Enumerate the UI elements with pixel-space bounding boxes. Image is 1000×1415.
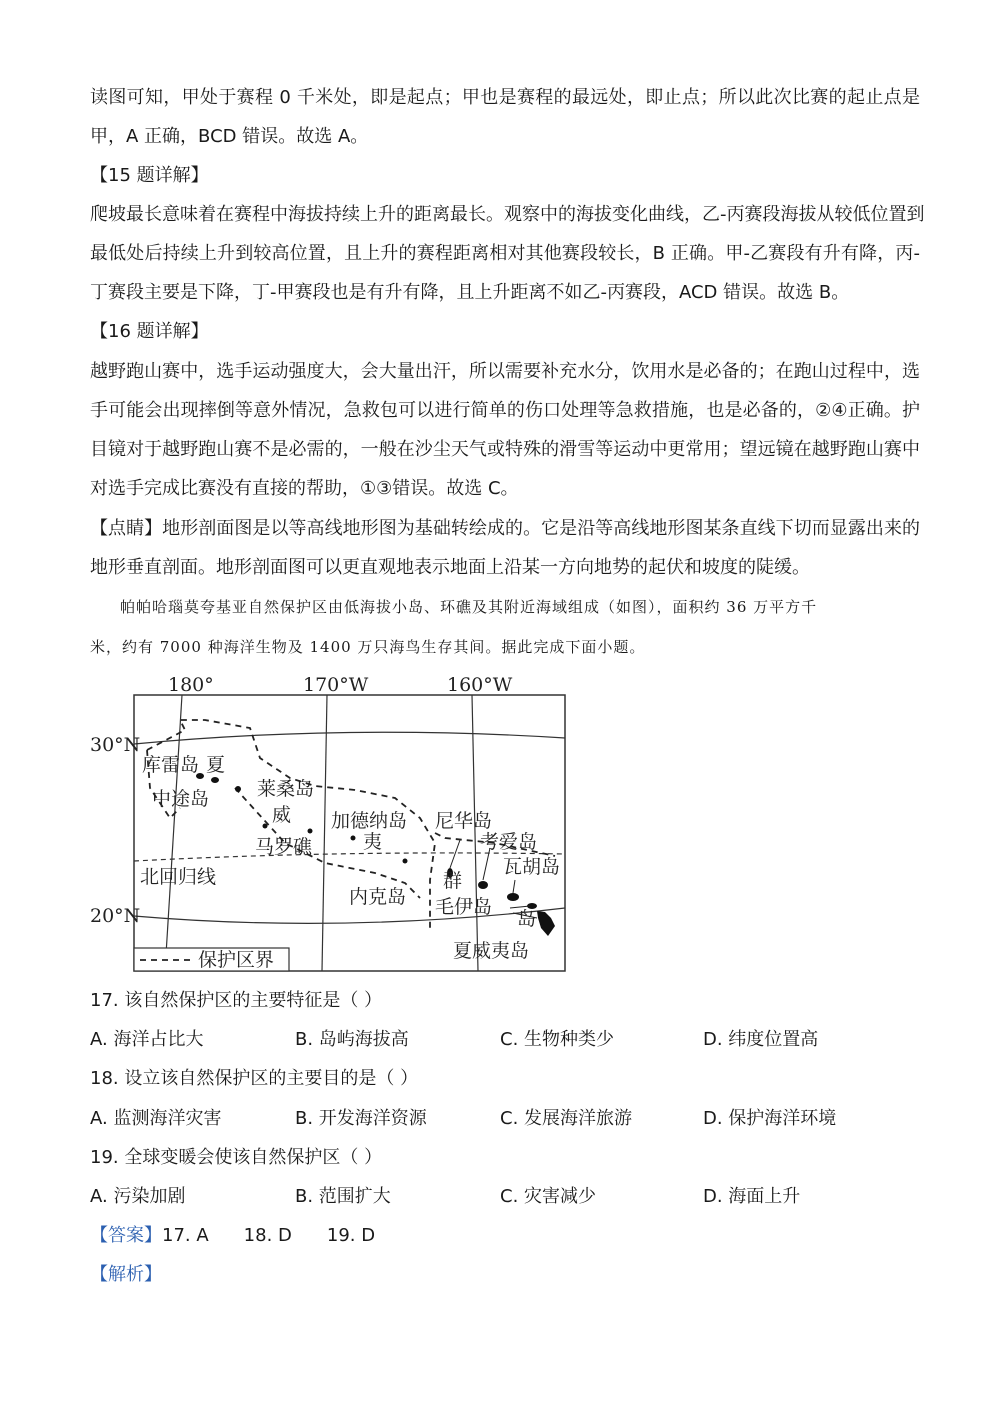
q18-option-c[interactable]: C. 发展海洋旅游 <box>500 1108 633 1129</box>
answer-row <box>90 1224 375 1248</box>
lon-label-160w: 160°W <box>447 674 513 696</box>
paragraph-line: 爬坡最长意味着在赛程中海拔持续上升的距离最长。观察中的海拔变化曲线，乙-丙赛段海拔从较低位置到 <box>90 204 925 225</box>
island-laysan <box>263 824 268 829</box>
leader-niihau <box>450 840 460 868</box>
question-19-stem: 19. 全球变暖会使该自然保护区（ ） <box>90 1147 383 1168</box>
q19-option-b[interactable]: B. 范围扩大 <box>295 1186 391 1207</box>
parallel-30n <box>134 732 565 744</box>
label-laysan: 莱桑岛 <box>257 778 315 800</box>
q19-option-c[interactable]: C. 灾害减少 <box>500 1186 597 1207</box>
lat-label-20n: 20°N <box>90 905 141 927</box>
answer-19: 19. D <box>326 1225 376 1246</box>
label-yi: 夷 <box>363 831 383 853</box>
lon-label-170w: 170°W <box>303 674 369 696</box>
answer-18: 18. D <box>243 1225 292 1246</box>
paragraph-line: 地形垂直剖面。地形剖面图可以更直观地表示地面上沿某一方向地势的起伏和坡度的陡缓。 <box>90 557 810 578</box>
dianjing-paragraph: 【点睛】地形剖面图是以等高线地形图为基础转绘成的。它是沿等高线地形图某条直线下切而显露出来的 <box>90 518 920 539</box>
paragraph-line: 目镜对于越野跑山赛不是必需的，一般在沙尘天气或特殊的滑雪等运动中更常用；望远镜在越野跑山赛中 <box>90 439 920 460</box>
island-kauai <box>478 881 488 889</box>
label-kauai: 考爱岛 <box>480 831 538 853</box>
label-oahu: 瓦胡岛 <box>503 856 561 878</box>
q18-option-a[interactable]: A. 监测海洋灾害 <box>90 1108 222 1129</box>
lat-label-30n: 30°N <box>90 734 141 756</box>
paragraph-line: 最低处后持续上升到较高位置，且上升的赛程距离相对其他赛段较长，B 正确。甲-乙赛段有升有降，丙- <box>90 243 920 264</box>
island-pearl <box>235 786 241 792</box>
paragraph-line: 手可能会出现摔倒等意外情况，急救包可以进行简单的伤口处理等急救措施，也是必备的，②④正确。护 <box>90 400 920 421</box>
label-xia: 夏 <box>206 754 226 776</box>
label-gardner: 加德纳岛 <box>331 810 408 832</box>
section-heading-16: 【16 题详解】 <box>90 321 209 342</box>
answer-17: 17. A <box>162 1225 209 1246</box>
label-midway: 中途岛 <box>152 788 210 810</box>
paragraph-line: 越野跑山赛中，选手运动强度大，会大量出汗，所以需要补充水分，饮用水是必备的；在跑山过程中，选 <box>90 361 920 382</box>
island-necker <box>403 859 408 864</box>
island-gardner <box>351 836 356 841</box>
label-tropic: 北回归线 <box>140 866 217 888</box>
q17-option-d[interactable]: D. 纬度位置高 <box>703 1029 819 1050</box>
q19-option-a[interactable]: A. 污染加剧 <box>90 1186 186 1207</box>
meridian-170w <box>322 695 327 971</box>
leader-oahu <box>513 880 515 893</box>
reserve-map <box>85 668 585 978</box>
meridian-180 <box>165 695 182 971</box>
label-qun: 群 <box>443 870 463 892</box>
q19-option-d[interactable]: D. 海面上升 <box>703 1186 801 1207</box>
answer-label: 【答案】 <box>90 1225 162 1246</box>
intro-line: 米，约有 7000 种海洋生物及 1400 万只海鸟生存其间。据此完成下面小题。 <box>90 638 646 656</box>
paragraph-line: 丁赛段主要是下降，丁-甲赛段也是有升有降，且上升距离不如乙-丙赛段，ACD 错误。故选 B。 <box>90 282 850 303</box>
label-maro: 马罗礁 <box>255 836 313 858</box>
island-maro <box>308 829 313 834</box>
q18-option-b[interactable]: B. 开发海洋资源 <box>295 1108 427 1129</box>
analysis-label: 【解析】 <box>90 1264 162 1285</box>
label-dao: 岛 <box>517 908 537 930</box>
q17-option-c[interactable]: C. 生物种类少 <box>500 1029 615 1050</box>
paragraph-line: 对选手完成比赛没有直接的帮助，①③错误。故选 C。 <box>90 478 519 499</box>
paragraph-line: 甲，A 正确，BCD 错误。故选 A。 <box>90 126 369 147</box>
q17-option-b[interactable]: B. 岛屿海拔高 <box>295 1029 409 1050</box>
question-18-stem: 18. 设立该自然保护区的主要目的是（ ） <box>90 1068 419 1089</box>
label-necker: 内克岛 <box>349 886 407 908</box>
legend-label: 保护区界 <box>198 949 275 971</box>
q17-option-a[interactable]: A. 海洋占比大 <box>90 1029 204 1050</box>
label-maui: 毛伊岛 <box>435 896 493 918</box>
intro-line: 帕帕哈瑙莫夸基亚自然保护区由低海拔小岛、环礁及其附近海域组成（如图），面积约 36 万平方千 <box>120 598 818 616</box>
label-kure: 库雷岛 <box>142 754 200 776</box>
label-hawaii: 夏威夷岛 <box>453 940 530 962</box>
label-niihau: 尼华岛 <box>435 810 493 832</box>
island-midway <box>211 777 219 783</box>
question-17-stem: 17. 该自然保护区的主要特征是（ ） <box>90 990 383 1011</box>
section-heading-15: 【15 题详解】 <box>90 165 209 186</box>
parallel-20n <box>134 908 565 923</box>
island-oahu <box>507 893 519 901</box>
label-wei: 威 <box>272 804 292 826</box>
paragraph-line: 读图可知，甲处于赛程 0 千米处，即是起点；甲也是赛程的最远处，即止点；所以此次比赛的起止点是 <box>90 87 920 108</box>
meridian-160w <box>472 695 478 971</box>
island-hawaii <box>537 911 555 936</box>
q18-option-d[interactable]: D. 保护海洋环境 <box>703 1108 837 1129</box>
tropic-line <box>134 853 565 861</box>
lon-label-180: 180° <box>168 674 214 696</box>
